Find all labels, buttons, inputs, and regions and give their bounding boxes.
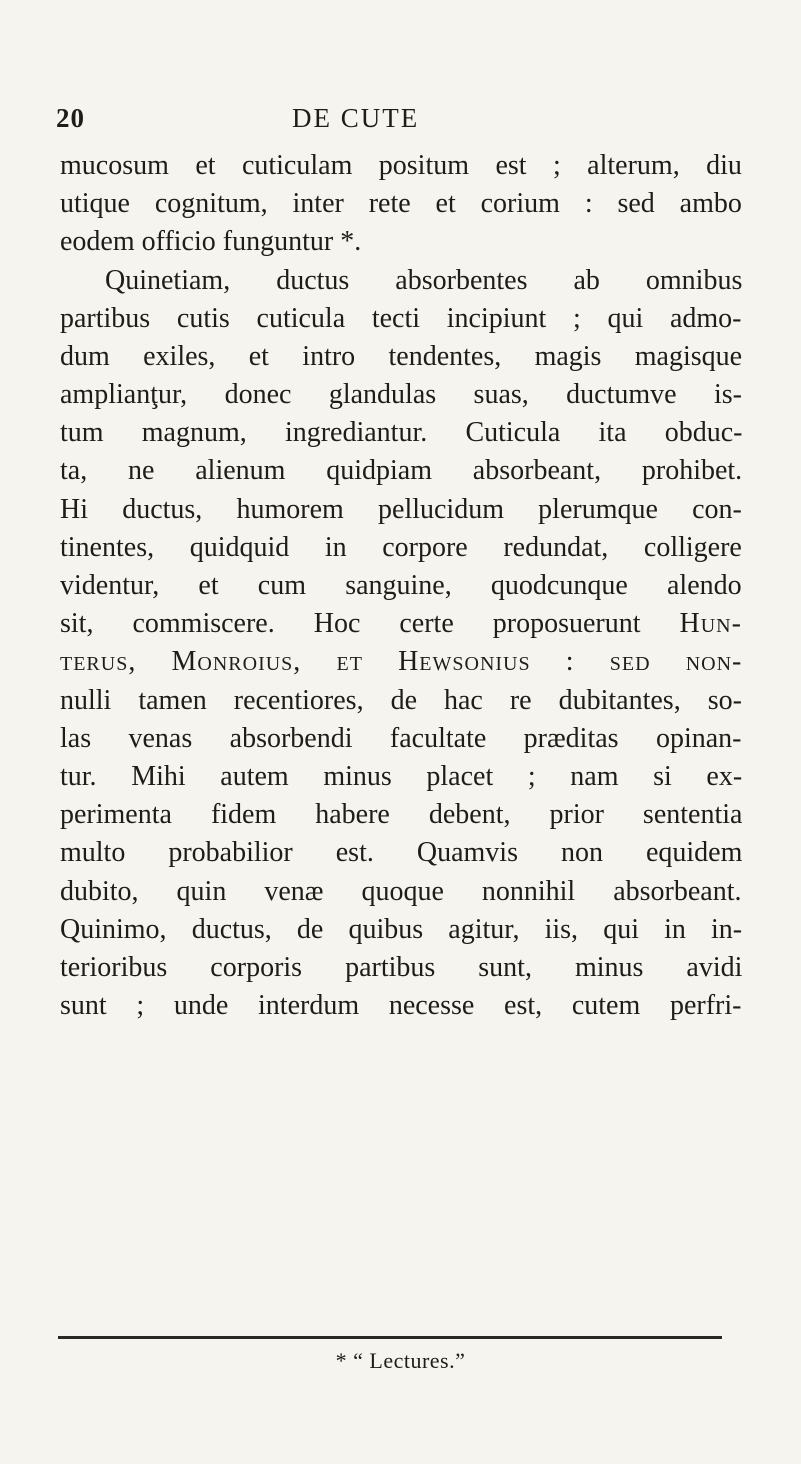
text-line: eodem officio funguntur *. <box>60 226 362 257</box>
text-line: amplianţur, donec glandulas suas, ductumve is- <box>60 379 742 410</box>
page-number: 20 <box>56 103 85 133</box>
text-segment: sit, commiscere. Hoc certe proposuerunt <box>60 608 641 639</box>
text-line: sunt ; unde interdum necesse est, cutem perfri- <box>60 990 742 1021</box>
footnote: * “ Lectures.” <box>335 1348 466 1373</box>
text-line: tur. Mihi autem minus placet ; nam si ex- <box>60 761 743 792</box>
text-line <box>60 605 742 643</box>
text-line: dubito, quin venæ quoque nonnihil absorbeant. <box>60 876 742 907</box>
text-line: videntur, et cum sanguine, quodcunque alendo <box>60 570 742 601</box>
text-line: terioribus corporis partibus sunt, minus avidi <box>60 952 743 983</box>
text-line: Quinimo, ductus, de quibus agitur, iis, qui in in- <box>60 914 743 945</box>
text-line: ta, ne alienum quidpiam absorbeant, prohibet. <box>60 455 743 486</box>
text-line: tum magnum, ingrediantur. Cuticula ita obduc- <box>60 417 743 448</box>
text-line: dum exiles, et intro tendentes, magis magisque <box>60 341 743 372</box>
text-line: multo probabilior est. Quamvis non equidem <box>60 837 743 868</box>
text-line: tinentes, quidquid in corpore redundat, colligere <box>60 532 742 563</box>
text-line: mucosum et cuticulam positum est ; alterum, diu <box>60 150 742 181</box>
page-header <box>56 103 696 143</box>
text-line: perimenta fidem habere debent, prior sententia <box>60 799 743 830</box>
text-line: utique cognitum, inter rete et corium : sed ambo <box>60 188 742 219</box>
footnote-rule <box>58 1336 722 1339</box>
text-line: Hi ductus, humorem pellucidum plerumque con- <box>60 494 742 525</box>
text-line: Quinetiam, ductus absorbentes ab omnibus <box>105 265 743 296</box>
text-line: las venas absorbendi facultate præditas opinan- <box>60 723 742 754</box>
text-line: nulli tamen recentiores, de hac re dubitantes, so- <box>60 685 742 716</box>
running-head: DE CUTE <box>292 103 420 133</box>
text-line: terus, Monroius, et Hewsonius : sed non- <box>60 646 743 677</box>
author-name: Hun- <box>679 608 742 639</box>
text-line: partibus cutis cuticula tecti incipiunt ; qui admo- <box>60 303 742 334</box>
